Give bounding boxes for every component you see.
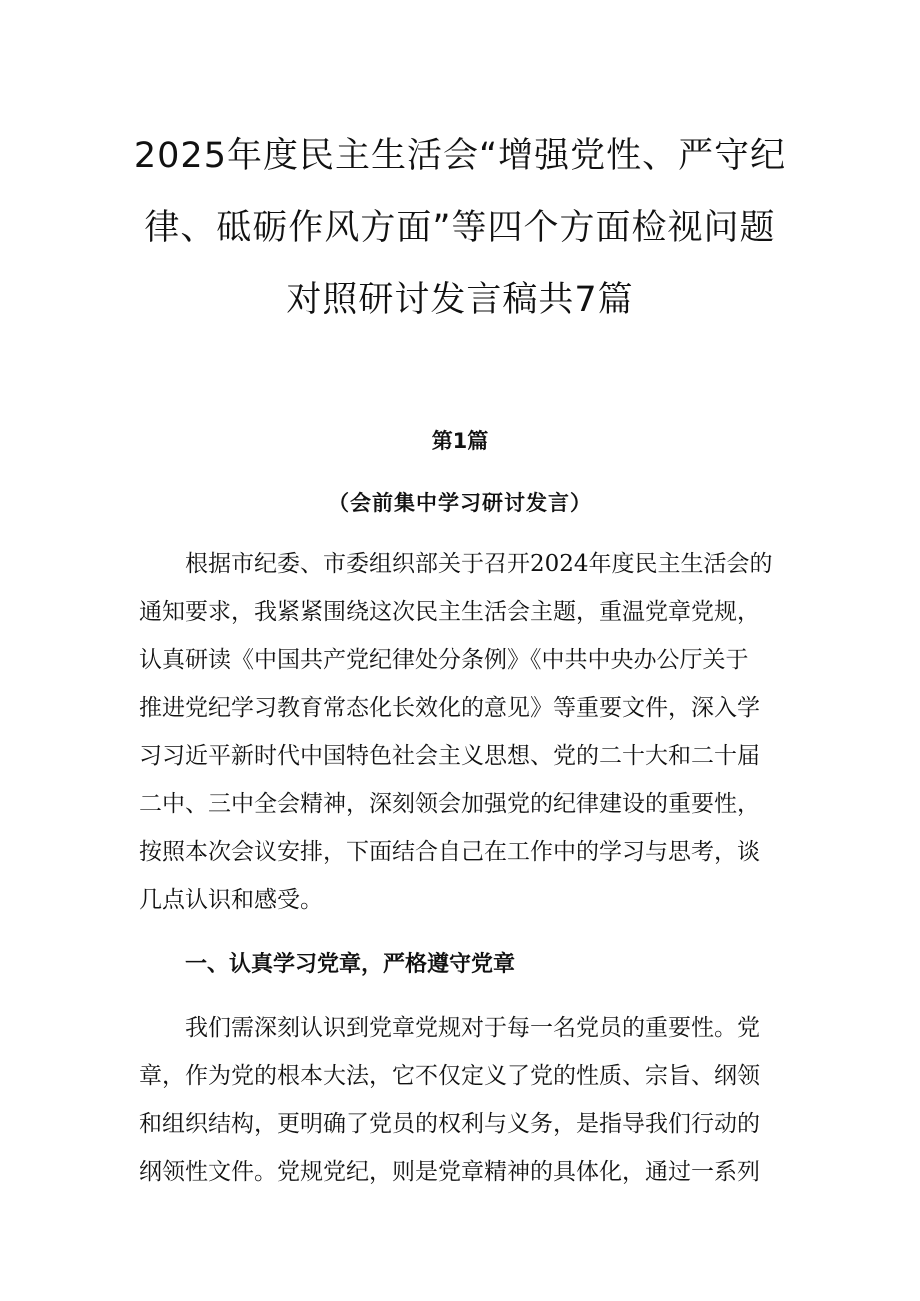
paragraph-line: 通知要求，我紧紧围绕这次民主生活会主题，重温党章党规， bbox=[139, 599, 760, 625]
paragraph-line: 二中、三中全会精神，深刻领会加强党的纪律建设的重要性， bbox=[139, 791, 760, 817]
paragraph-line: 推进党纪学习教育常态化长效化的意见》等重要文件，深入学 bbox=[139, 695, 760, 721]
paragraph-line: 认真研读《中国共产党纪律处分条例》《中共中央办公厅关于 bbox=[139, 647, 749, 673]
paragraph-line: 我们需深刻认识到党章党规对于每一名党员的重要性。党 bbox=[185, 1015, 760, 1041]
paragraph-line: 纲领性文件。党规党纪，则是党章精神的具体化，通过一系列 bbox=[139, 1159, 760, 1185]
paragraph-line: 章，作为党的根本大法，它不仅定义了党的性质、宗旨、纲领 bbox=[139, 1063, 760, 1089]
title-line: 2025年度民主生活会“增强党性、严守纪 bbox=[133, 136, 787, 176]
paragraph bbox=[139, 1004, 799, 1196]
paragraph-line: 按照本次会议安排，下面结合自己在工作中的学习与思考，谈 bbox=[139, 839, 760, 865]
paragraph-line: 根据市纪委、市委组织部关于召开2024年度民主生活会的 bbox=[185, 551, 773, 577]
section-heading: 一、认真学习党章，严格遵守党章 bbox=[185, 952, 516, 977]
article-number: 第1篇 bbox=[431, 429, 489, 453]
document-title bbox=[130, 120, 790, 336]
paragraph-line: 习习近平新时代中国特色社会主义思想、党的二十大和二十届 bbox=[139, 743, 760, 769]
paragraph-line: 几点认识和感受。 bbox=[139, 887, 323, 913]
title-line: 对照研讨发言稿共7篇 bbox=[286, 280, 634, 320]
paragraph-line: 和组织结构，更明确了党员的权利与义务，是指导我们行动的 bbox=[139, 1111, 760, 1137]
article-subtitle: （会前集中学习研讨发言） bbox=[328, 491, 592, 515]
paragraph bbox=[139, 540, 799, 924]
title-line: 律、砥砺作风方面”等四个方面检视问题 bbox=[144, 208, 776, 248]
